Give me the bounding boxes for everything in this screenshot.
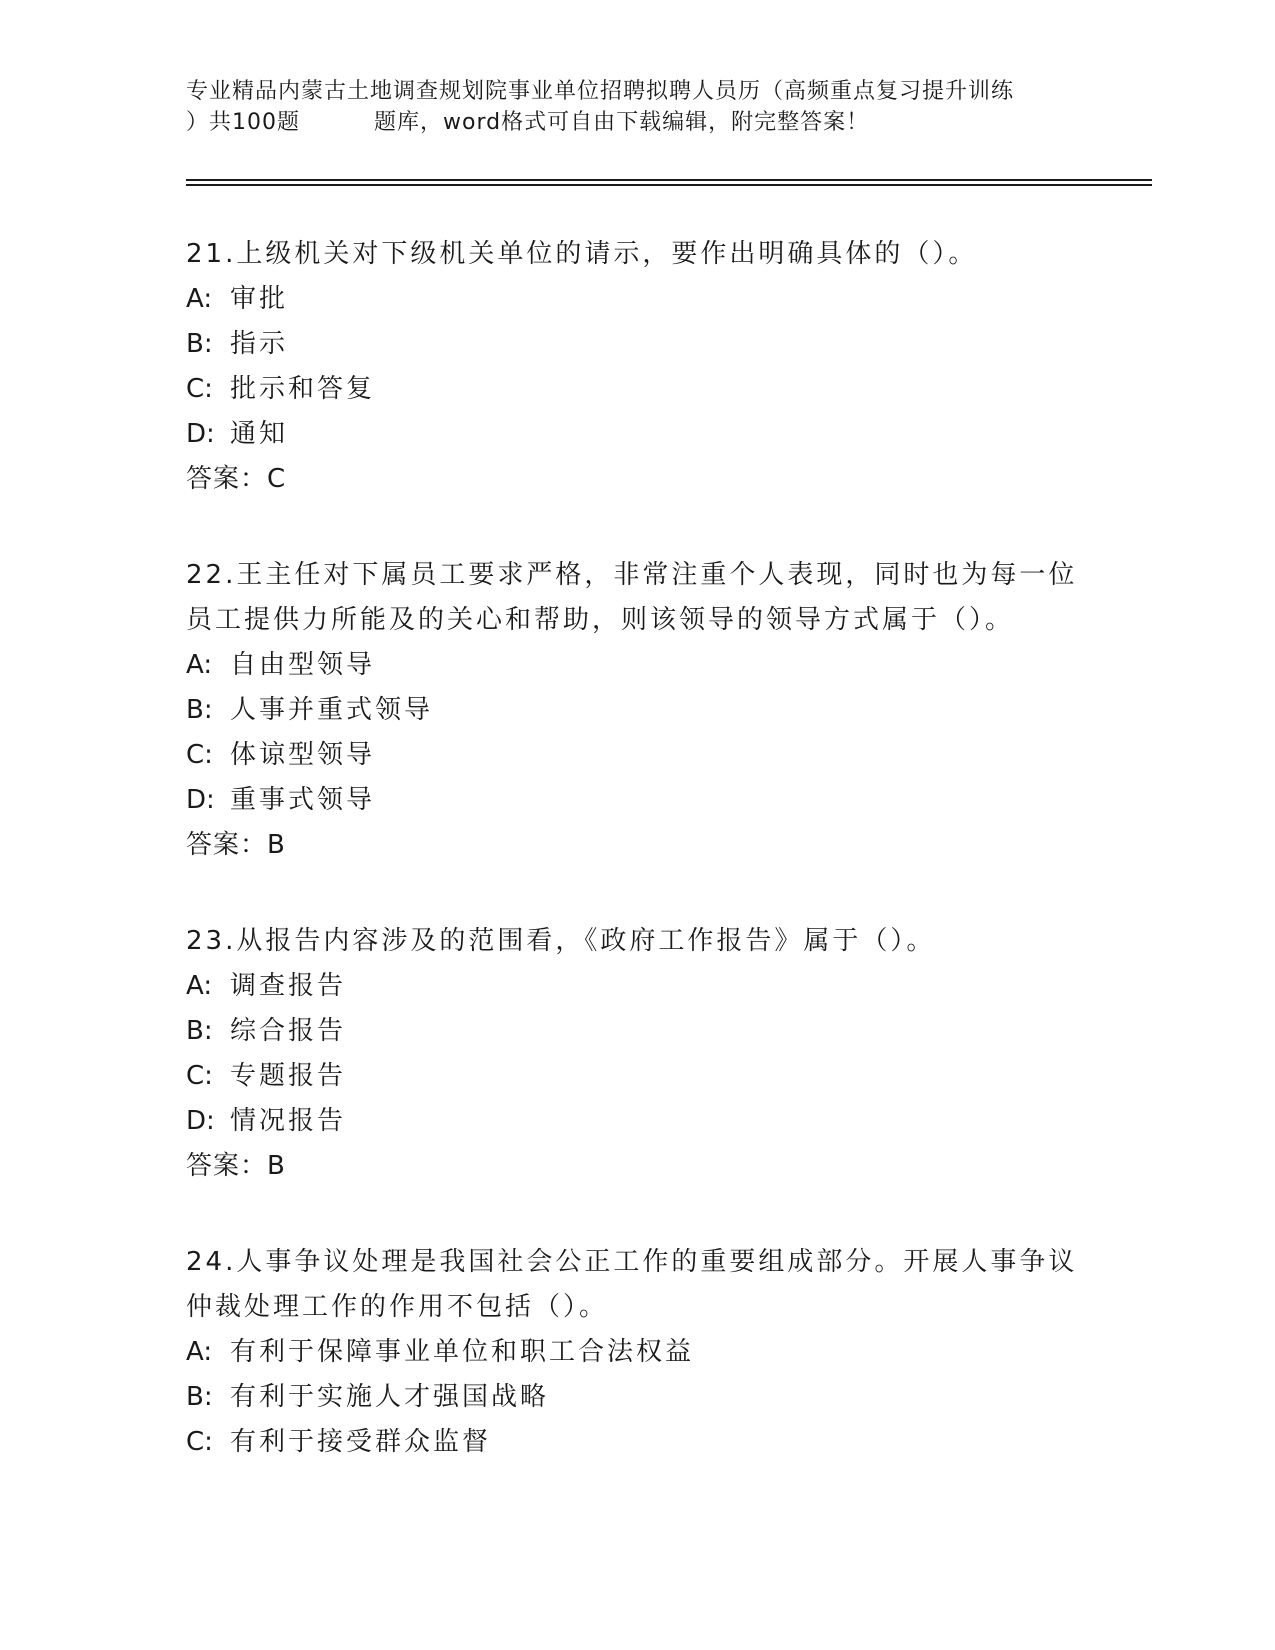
question-23 [186, 919, 1086, 1189]
option-letter: B: [186, 695, 213, 725]
header-line-2 [186, 107, 1086, 138]
option-letter: B: [186, 329, 213, 359]
header-line-1: 专业精品内蒙古土地调查规划院事业单位招聘拟聘人员历（高频重点复习提升训练 [186, 79, 1015, 104]
option-text: 有利于接受群众监督 [230, 1427, 492, 1457]
option-text: 有利于实施人才强国战略 [230, 1382, 550, 1412]
option-text: 审批 [230, 284, 289, 314]
answer: 答案：B [186, 1151, 286, 1181]
header-line-2-end: 题库，word格式可自由下载编辑，附完整答案！ [374, 110, 870, 135]
option-letter: B: [186, 1016, 213, 1046]
header-divider-bottom [186, 184, 1152, 186]
option-letter: D: [186, 419, 215, 449]
question-21 [186, 232, 1086, 502]
option-text: 专题报告 [230, 1061, 347, 1091]
option-letter: A: [186, 971, 213, 1001]
option-d [186, 1099, 1086, 1144]
option-a [186, 643, 1086, 688]
question-22 [186, 553, 1086, 868]
option-c [186, 1054, 1086, 1099]
option-letter: D: [186, 1106, 215, 1136]
question-text: 21.上级机关对下级机关单位的请示，要作出明确具体的（）。 [186, 239, 978, 269]
option-c [186, 733, 1086, 778]
header-divider-top [186, 179, 1152, 181]
option-d [186, 778, 1086, 823]
option-text: 通知 [230, 419, 289, 449]
answer: 答案：C [186, 464, 287, 494]
option-b [186, 688, 1086, 733]
option-b [186, 1375, 1086, 1420]
option-b [186, 1009, 1086, 1054]
answer: 答案：B [186, 830, 286, 860]
option-text: 体谅型领导 [230, 740, 376, 770]
option-letter: D: [186, 785, 215, 815]
option-letter: C: [186, 740, 213, 770]
header-line-2-start: ）共100题 [186, 110, 300, 135]
option-a [186, 964, 1086, 1009]
option-text: 调查报告 [230, 971, 347, 1001]
option-c [186, 367, 1086, 412]
question-24 [186, 1240, 1086, 1465]
question-list [186, 232, 1086, 1516]
document-header [186, 76, 1086, 138]
option-letter: A: [186, 1337, 213, 1367]
option-text: 人事并重式领导 [230, 695, 434, 725]
option-letter: A: [186, 650, 213, 680]
question-text: 23.从报告内容涉及的范围看，《政府工作报告》属于（）。 [186, 926, 936, 956]
option-text: 综合报告 [230, 1016, 347, 1046]
option-d [186, 412, 1086, 457]
option-letter: B: [186, 1382, 213, 1412]
option-a [186, 277, 1086, 322]
option-text: 自由型领导 [230, 650, 376, 680]
option-text: 有利于保障事业单位和职工合法权益 [230, 1337, 695, 1367]
option-letter: C: [186, 1427, 213, 1457]
option-text: 情况报告 [230, 1106, 347, 1136]
question-text: 22.王主任对下属员工要求严格，非常注重个人表现，同时也为每一位员工提供力所能及的关心和帮助，则该领导的领导方式属于（）。 [186, 560, 1078, 635]
option-text: 重事式领导 [230, 785, 376, 815]
option-c [186, 1420, 1086, 1465]
option-letter: A: [186, 284, 213, 314]
option-text: 指示 [230, 329, 289, 359]
option-a [186, 1330, 1086, 1375]
question-text: 24.人事争议处理是我国社会公正工作的重要组成部分。开展人事争议仲裁处理工作的作用不包括（）。 [186, 1247, 1078, 1322]
option-letter: C: [186, 1061, 213, 1091]
option-letter: C: [186, 374, 213, 404]
option-b [186, 322, 1086, 367]
option-text: 批示和答复 [230, 374, 376, 404]
